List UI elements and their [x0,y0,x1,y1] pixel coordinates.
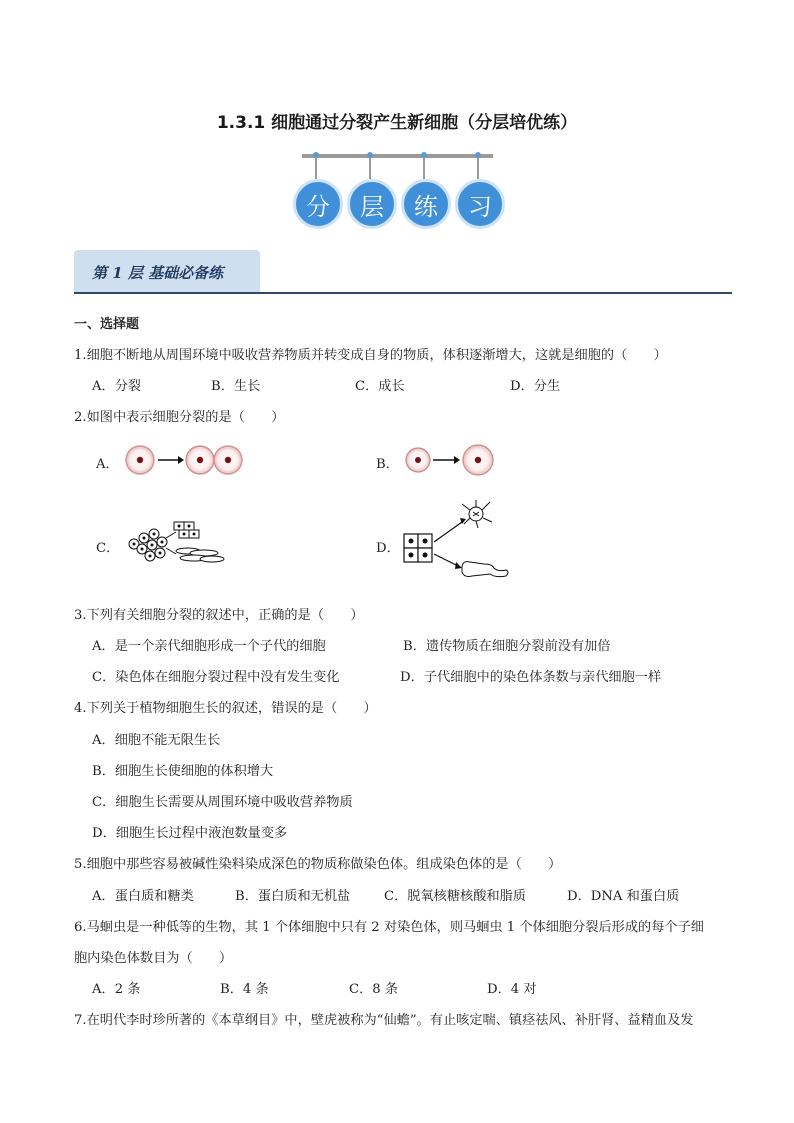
figure-a-cell-division [120,442,250,478]
question-2-option-b: B． [376,457,399,472]
question-6-stem: 6.马蛔虫是一种低等的生物，其 1 个体细胞中只有 2 对染色体，则马蛔虫 1 个体细胞分裂后形成的每个子细 [74,920,704,935]
question-3-option-d: D．子代细胞中的染色体条数与亲代细胞一样 [400,670,662,685]
question-6-option-d: D．4 对 [487,982,537,997]
tier-heading: 第 1 层 基础必备练 [92,264,224,282]
question-3-stem: 3.下列有关细胞分裂的叙述中，正确的是（ ） [74,608,364,623]
question-6-option-c: C．8 条 [349,982,399,997]
question-5-stem: 5.细胞中那些容易被碱性染料染成深色的物质称做染色体。组成染色体的是（ ） [74,857,562,872]
badge-ceng: 层 [347,179,397,229]
question-1-option-b: B．生长 [211,379,261,394]
question-4-option-d: D．细胞生长过程中液泡数量变多 [92,826,288,841]
badge-fen: 分 [293,179,343,229]
question-4-stem: 4.下列关于植物细胞生长的叙述，错误的是（ ） [74,701,377,716]
pin-stem [369,157,371,179]
question-1-option-a: A．分裂 [92,379,142,394]
pin-stem [315,157,317,179]
header-bar [302,154,493,158]
question-3-option-c: C．染色体在细胞分裂过程中没有发生变化 [92,670,340,685]
pin-stem [477,157,479,179]
question-4-option-c: C．细胞生长需要从周围环境中吸收营养物质 [92,795,353,810]
question-5-option-c: C．脱氧核糖核酸和脂质 [384,889,526,904]
figure-d-cell-differentiation [400,500,514,584]
question-6-option-b: B．4 条 [220,982,269,997]
question-2-option-c: C． [96,541,120,556]
question-5-option-b: B．蛋白质和无机盐 [235,889,351,904]
question-6-stem-cont: 胞内染色体数目为（ ） [74,951,233,966]
badge-lian: 练 [401,179,451,229]
pin-stem [423,157,425,179]
question-4-option-a: A．细胞不能无限生长 [92,733,221,748]
question-2-option-a: A． [96,457,119,472]
question-1-option-c: C．成长 [355,379,405,394]
question-5-option-d: D．DNA 和蛋白质 [567,889,680,904]
question-5-option-a: A．蛋白质和糖类 [92,889,194,904]
question-4-option-b: B．细胞生长使细胞的体积增大 [92,764,274,779]
question-6-option-a: A．2 条 [92,982,141,997]
figure-c-cell-differentiation [124,518,228,564]
question-3-option-a: A．是一个亲代细胞形成一个子代的细胞 [92,639,326,654]
question-7-stem: 7.在明代李时珍所著的《本草纲目》中，壁虎被称为“仙蟾”。有止咳定喘、镇痉祛风、补肝肾、益精血及发 [74,1013,694,1028]
badge-xi: 习 [455,179,505,229]
question-1-option-d: D．分生 [510,379,561,394]
question-2-option-d: D． [376,541,400,556]
figure-b-cell-growth [402,442,502,478]
tier-divider [74,292,732,294]
question-3-option-b: B．遗传物质在细胞分裂前没有加倍 [403,639,611,654]
question-2-stem: 2.如图中表示细胞分裂的是（ ） [74,410,285,425]
page-title: 1.3.1 细胞通过分裂产生新细胞（分层培优练） [216,113,578,133]
section-heading: 一、选择题 [74,317,140,332]
question-1-stem: 1.细胞不断地从周围环境中吸收营养物质并转变成自身的物质，体积逐渐增大，这就是细胞的（ ） [74,348,667,363]
